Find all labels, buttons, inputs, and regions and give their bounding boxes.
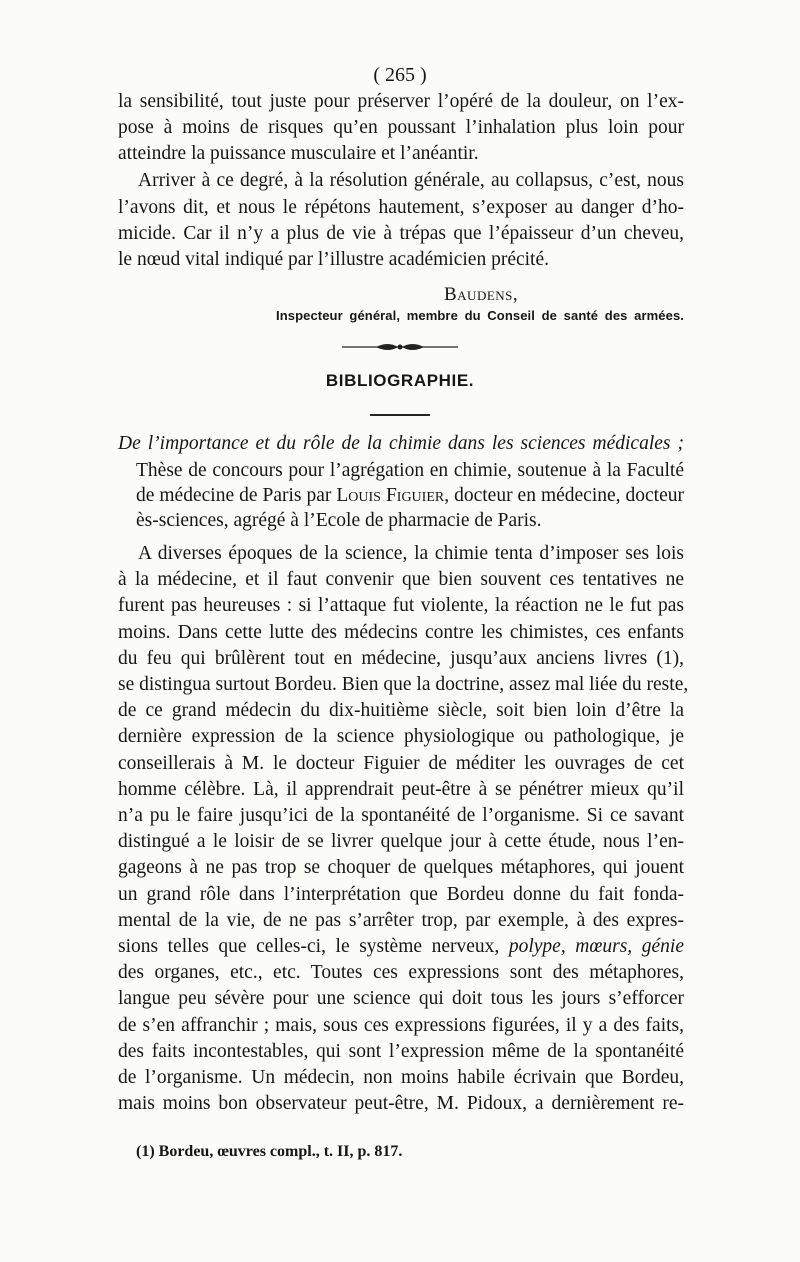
body-line: dernière expression de la science physiologique ou pathologique, je [118, 726, 684, 747]
book-author: Louis Figuier [336, 485, 445, 506]
book-description-line-3: ès-sciences, agrégé à l’Ecole de pharmacie de Paris. [136, 510, 542, 531]
signature-name: Baudens, [444, 284, 519, 305]
page-number: ( 265 ) [373, 64, 427, 86]
signature-title: Inspecteur général, membre du Conseil de santé des armées. [276, 308, 684, 323]
book-description-line-2: de médecine de Paris par Louis Figuier, docteur en médecine, docteur [136, 485, 684, 506]
body-line: mais moins bon observateur peut-être, M. Pidoux, a dernièrement re- [118, 1093, 684, 1114]
body-line: furent pas heureuses : si l’attaque fut violente, la réaction ne le fut pas [118, 595, 684, 616]
body-line: conseillerais à M. le docteur Figuier de méditer les ouvrages de cet [118, 753, 684, 774]
intro-line: la sensibilité, tout juste pour préserver l’opéré de la douleur, on l’ex- [118, 91, 684, 112]
section-title: BIBLIOGRAPHIE. [325, 371, 475, 390]
body-line: homme célèbre. Là, il apprendrait peut-être à se pénétrer mieux qu’il [118, 779, 684, 800]
body-line: moins. Dans cette lutte des médecins contre les chimistes, ces enfants [118, 622, 684, 643]
body-line: se distingua surtout Bordeu. Bien que la doctrine, assez mal liée du reste, [118, 674, 689, 695]
body-line: sions telles que celles-ci, le système nerveux, polype, mœurs, génie [118, 936, 684, 957]
body-line: distingué a le loisir de se livrer quelque jour à cette étude, nous l’en- [118, 831, 684, 852]
body-line: gageons à ne pas trop se choquer de quelques métaphores, qui jouent [118, 857, 684, 878]
italic-terms: polype, mœurs, génie [508, 936, 684, 957]
body-line: de ce grand médecin du dix-huitième siècle, soit bien loin d’être la [118, 700, 684, 721]
intro-line: micide. Car il n’y a plus de vie à trépas que l’épaisseur d’un cheveu, [118, 223, 684, 244]
body-line: n’a pu le faire jusqu’ici de la spontanéité de l’organisme. Si ce savant [118, 805, 684, 826]
body-line: un grand rôle dans l’interprétation que Bordeu donne du fait fonda- [118, 884, 684, 905]
book-title: De l’importance et du rôle de la chimie dans les sciences médicales ; [118, 433, 684, 454]
body-line: des organes, etc., etc. Toutes ces expressions sont des métaphores, [118, 962, 684, 983]
intro-line: atteindre la puissance musculaire et l’anéantir. [118, 143, 479, 164]
ornament-divider-icon [340, 340, 460, 354]
intro-line: pose à moins de risques qu’en poussant l’inhalation plus loin pour [118, 117, 684, 138]
body-line: A diverses époques de la science, la chimie tenta d’imposer ses lois [138, 543, 684, 564]
body-line: de s’en affranchir ; mais, sous ces expressions figurées, il y a des faits, [118, 1015, 684, 1036]
intro-line: Arriver à ce degré, à la résolution générale, au collapsus, c’est, nous [138, 170, 684, 191]
footnote: (1) Bordeu, œuvres compl., t. II, p. 817. [136, 1143, 403, 1160]
body-line: à la médecine, et il faut convenir que bien souvent ces tentatives ne [118, 569, 684, 590]
body-line: des faits incontestables, qui sont l’expression même de la spontanéité [118, 1041, 684, 1062]
section-rule [370, 414, 430, 416]
body-line: mental de la vie, de ne pas s’arrêter trop, par exemple, à des expres- [118, 910, 684, 931]
body-line: de l’organisme. Un médecin, non moins habile écrivain que Bordeu, [118, 1067, 684, 1088]
intro-line: l’avons dit, et nous le répétons hautement, s’exposer au danger d’ho- [118, 197, 684, 218]
body-line: langue peu sévère pour une science qui doit tous les jours s’efforcer [118, 988, 684, 1009]
intro-line: le nœud vital indiqué par l’illustre académicien précité. [118, 249, 549, 270]
body-line: du feu qui brûlèrent tout en médecine, jusqu’aux anciens livres (1), [118, 648, 684, 669]
book-description-line-1: Thèse de concours pour l’agrégation en chimie, soutenue à la Faculté [136, 460, 684, 481]
